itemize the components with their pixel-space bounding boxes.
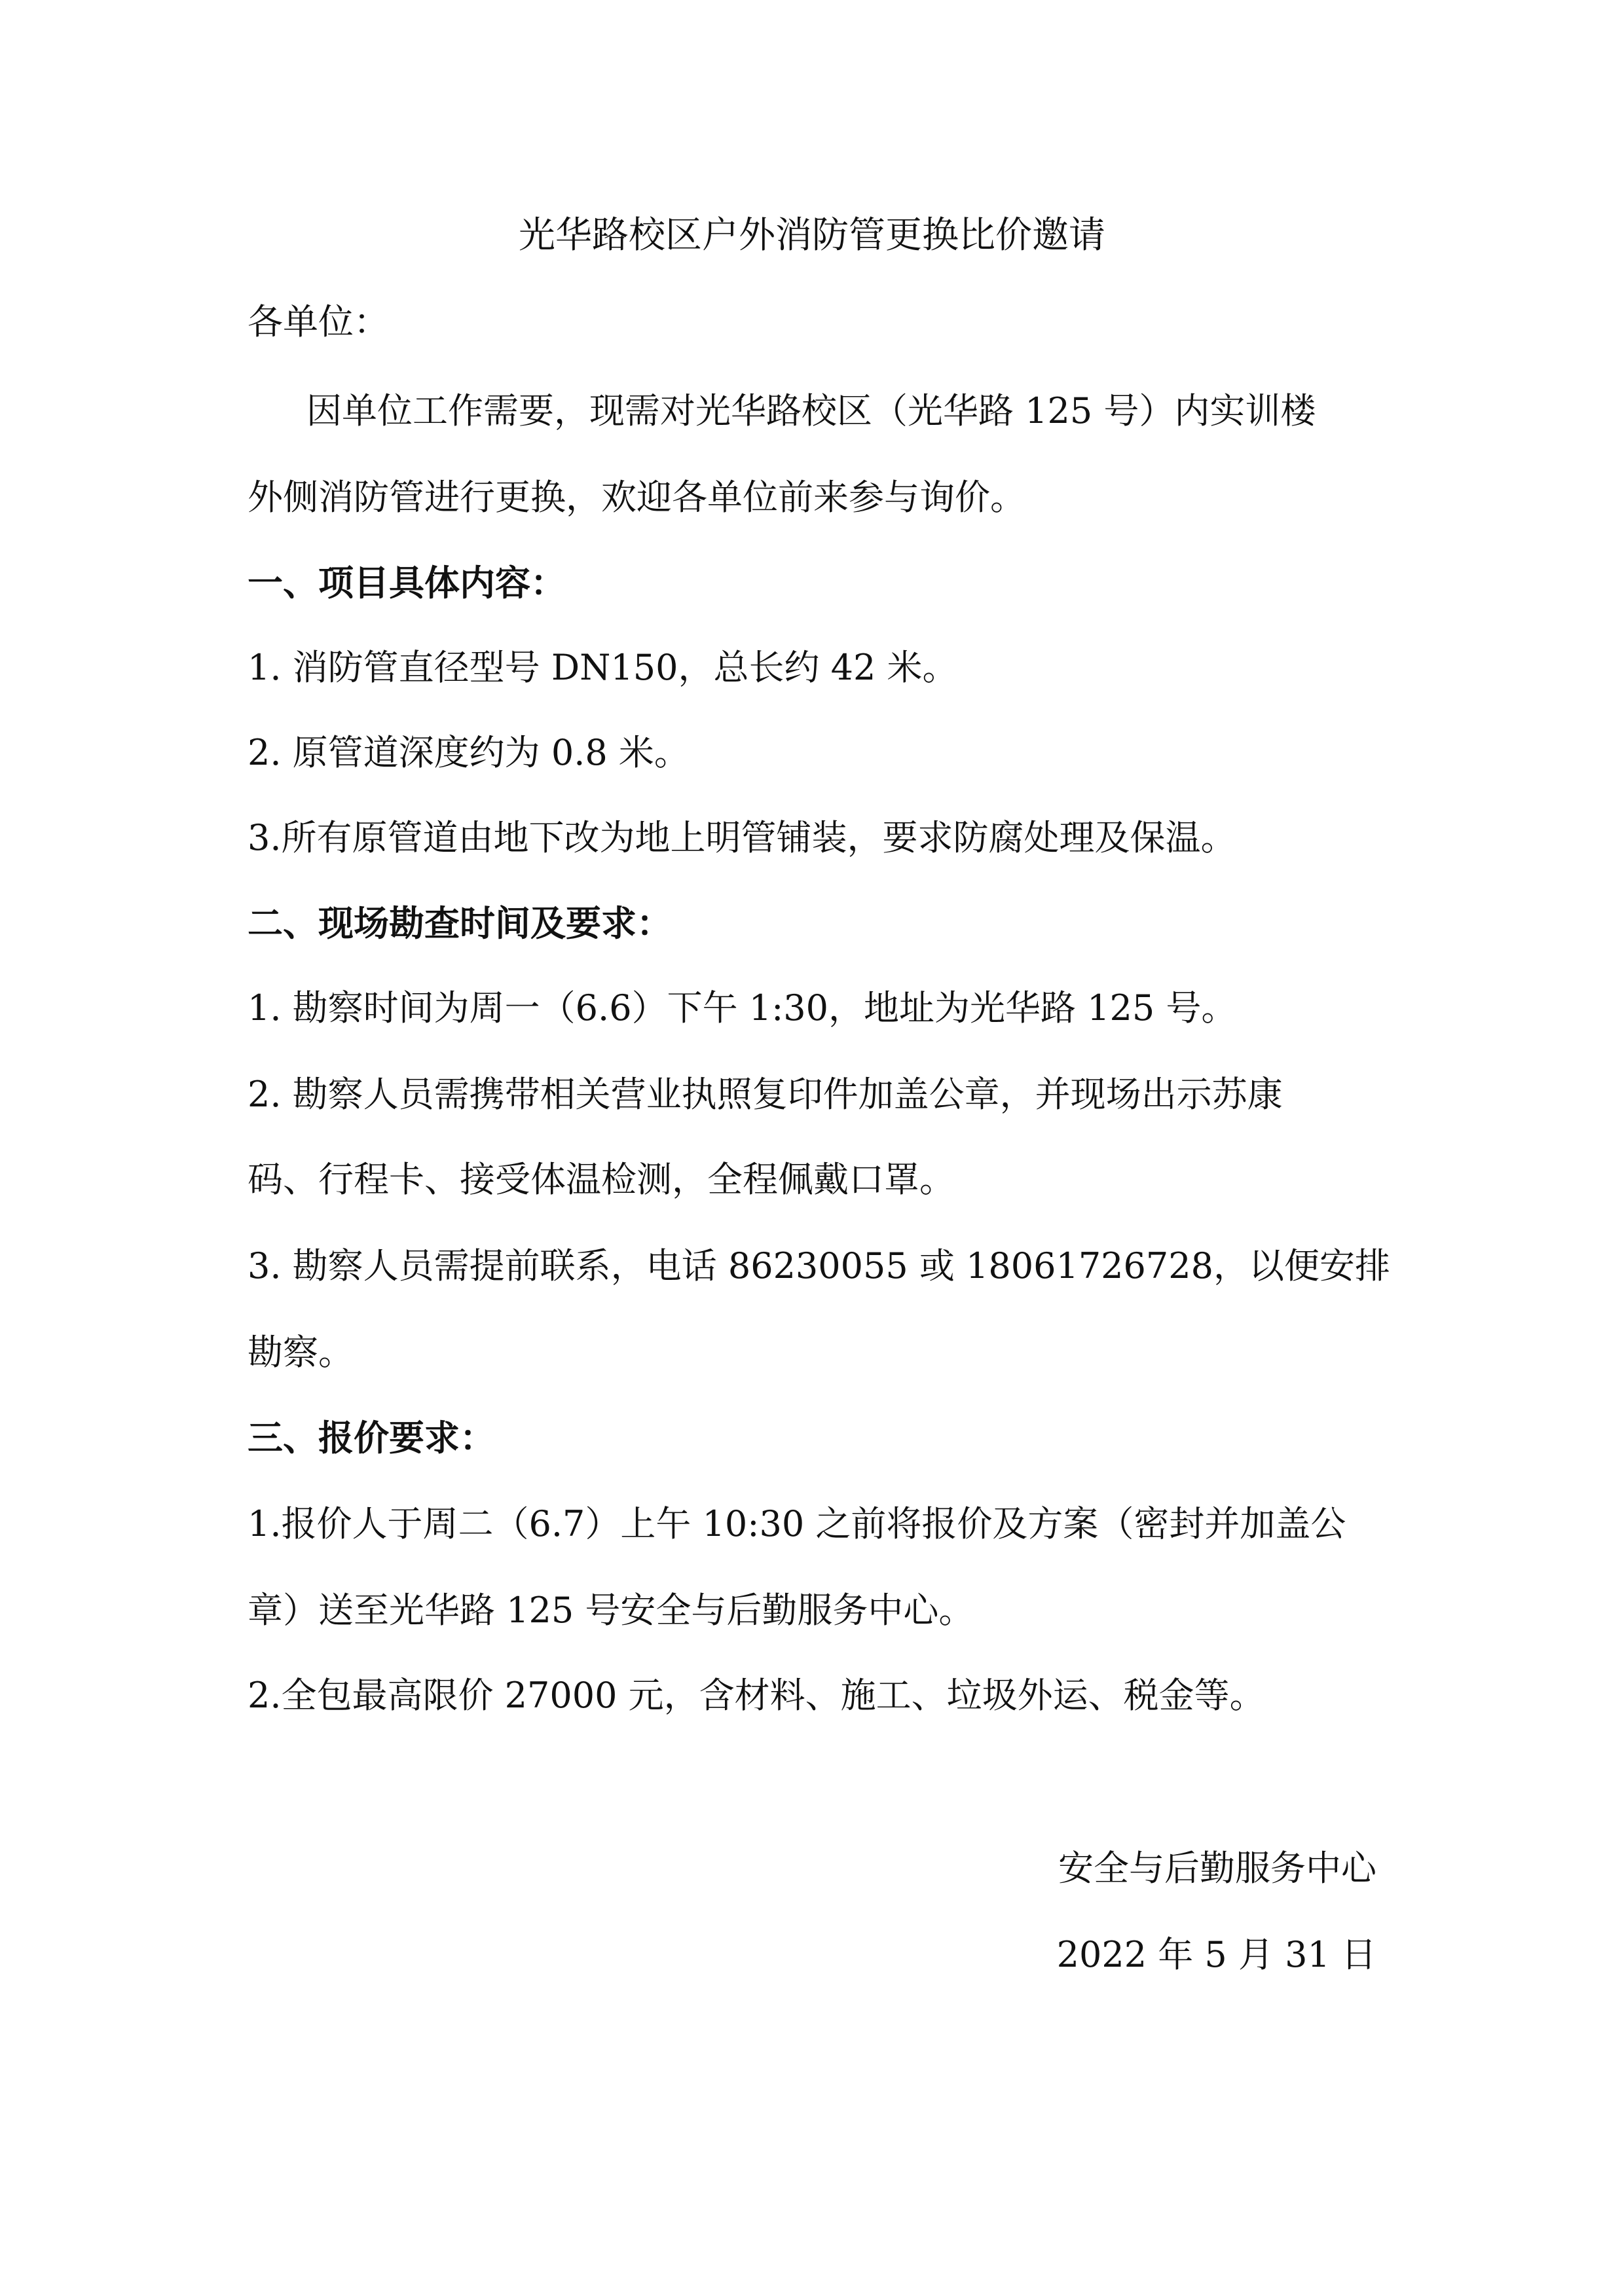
section1-item-1: 1. 消防管直径型号 DN150，总长约 42 米。 [248,647,958,688]
document-title: 光华路校区户外消防管更换比价邀请 [519,214,1105,257]
section3-item-2: 2.全包最高限价 27000 元，含材料、施工、垃圾外运、税金等。 [248,1675,1265,1716]
section2-item-2: 2. 勘察人员需携带相关营业执照复印件加盖公章，并现场出示苏康 [248,1074,1283,1115]
section2-item-3: 3. 勘察人员需提前联系，电话 86230055 或 18061726728，以便安排 [248,1245,1390,1286]
section3-item-1: 1.报价人于周二（6.7）上午 10:30 之前将报价及方案（密封并加盖公 [248,1503,1346,1544]
section1-heading: 一、项目具体内容： [248,562,566,604]
section2-item-2-cont: 码、行程卡、接受体温检测，全程佩戴口罩。 [248,1159,955,1200]
section2-item-3-cont: 勘察。 [248,1332,354,1373]
section3-heading: 三、报价要求： [248,1417,495,1459]
intro-line-2: 外侧消防管进行更换，欢迎各单位前来参与询价。 [248,477,1025,518]
signature-date: 2022 年 5 月 31 日 [1056,1934,1376,1975]
salutation: 各单位： [248,301,389,342]
section1-item-3: 3.所有原管道由地下改为地上明管铺装，要求防腐处理及保温。 [248,817,1236,858]
section2-item-1: 1. 勘察时间为周一（6.6）下午 1:30，地址为光华路 125 号。 [248,987,1237,1029]
section2-heading: 二、现场勘查时间及要求： [248,902,672,944]
signature-org: 安全与后勤服务中心 [1058,1848,1376,1889]
section3-item-1-cont: 章）送至光华路 125 号安全与后勤服务中心。 [248,1590,974,1631]
section1-item-2: 2. 原管道深度约为 0.8 米。 [248,732,690,773]
intro-line-1: 因单位工作需要，现需对光华路校区（光华路 125 号）内实训楼 [306,390,1316,431]
